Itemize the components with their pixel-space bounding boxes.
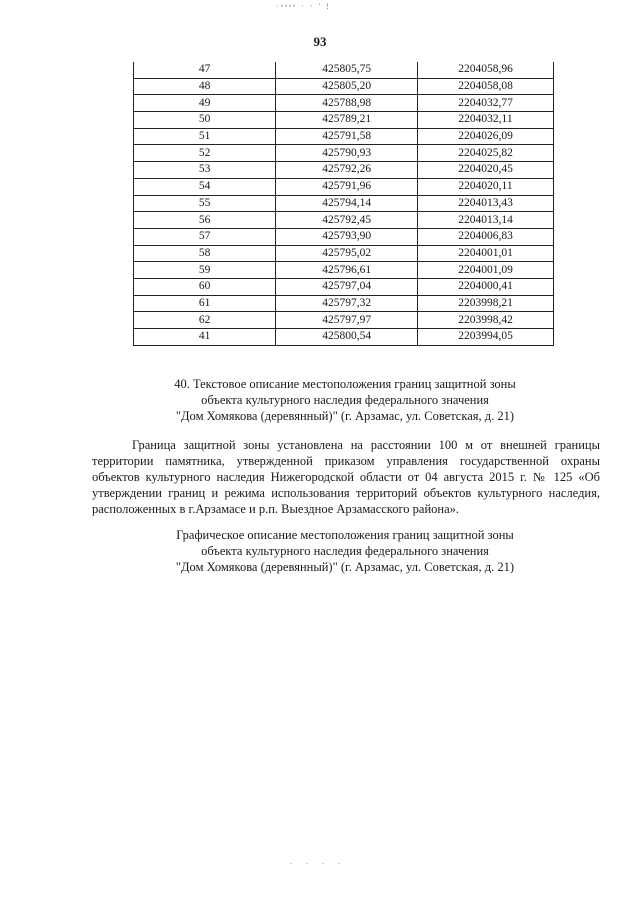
- heading-line: объекта культурного наследия федерального значения: [201, 544, 489, 558]
- boundary-paragraph: [92, 437, 600, 517]
- y-coordinate-cell: 2204000,41: [418, 278, 554, 295]
- point-number-cell: 58: [134, 245, 276, 262]
- paragraph-line: объектов культурного наследия Нижегородской области от 04 августа 2015 г. № 125 «Об: [92, 470, 600, 484]
- y-coordinate-cell: 2204032,11: [418, 112, 554, 129]
- table-row: [134, 78, 554, 95]
- x-coordinate-cell: 425790,93: [276, 145, 418, 162]
- point-number-cell: 53: [134, 162, 276, 179]
- x-coordinate-cell: 425794,14: [276, 195, 418, 212]
- y-coordinate-cell: 2204001,01: [418, 245, 554, 262]
- table-row: [134, 312, 554, 329]
- point-number-cell: 51: [134, 128, 276, 145]
- scan-artifact-top: ·ᵃᵃᵃᵉ · · ' !: [276, 2, 331, 11]
- table-row: [134, 245, 554, 262]
- point-number-cell: 47: [134, 62, 276, 78]
- x-coordinate-cell: 425797,04: [276, 278, 418, 295]
- table-row: [134, 329, 554, 346]
- x-coordinate-cell: 425792,45: [276, 212, 418, 229]
- y-coordinate-cell: 2203998,21: [418, 295, 554, 312]
- x-coordinate-cell: 425791,96: [276, 178, 418, 195]
- x-coordinate-cell: 425797,97: [276, 312, 418, 329]
- graphic-description-heading: [0, 527, 640, 575]
- x-coordinate-cell: 425792,26: [276, 162, 418, 179]
- y-coordinate-cell: 2204058,96: [418, 62, 554, 78]
- x-coordinate-cell: 425797,32: [276, 295, 418, 312]
- heading-line: "Дом Хомякова (деревянный)" (г. Арзамас, ул. Советская, д. 21): [175, 560, 515, 574]
- x-coordinate-cell: 425805,20: [276, 78, 418, 95]
- table-row: [134, 145, 554, 162]
- point-number-cell: 54: [134, 178, 276, 195]
- y-coordinate-cell: 2204025,82: [418, 145, 554, 162]
- x-coordinate-cell: 425788,98: [276, 95, 418, 112]
- y-coordinate-cell: 2204020,45: [418, 162, 554, 179]
- coordinates-table: [133, 62, 554, 346]
- point-number-cell: 60: [134, 278, 276, 295]
- heading-line: объекта культурного наследия федерального значения: [201, 393, 489, 407]
- x-coordinate-cell: 425800,54: [276, 329, 418, 346]
- x-coordinate-cell: 425791,58: [276, 128, 418, 145]
- x-coordinate-cell: 425793,90: [276, 228, 418, 245]
- paragraph-line: расположенных в г.Арзамасе и р.п. Выездное Арзамасского района».: [92, 502, 460, 516]
- point-number-cell: 57: [134, 228, 276, 245]
- scan-artifact-bottom: . . . .: [290, 857, 346, 866]
- point-number-cell: 52: [134, 145, 276, 162]
- table-row: [134, 128, 554, 145]
- x-coordinate-cell: 425796,61: [276, 262, 418, 279]
- table-row: [134, 212, 554, 229]
- table-row: [134, 195, 554, 212]
- heading-line: 40. Текстовое описание местоположения границ защитной зоны: [174, 377, 516, 391]
- text-description-heading: [0, 376, 640, 424]
- y-coordinate-cell: 2203998,42: [418, 312, 554, 329]
- point-number-cell: 56: [134, 212, 276, 229]
- point-number-cell: 41: [134, 329, 276, 346]
- table-row: [134, 178, 554, 195]
- y-coordinate-cell: 2204026,09: [418, 128, 554, 145]
- point-number-cell: 50: [134, 112, 276, 129]
- point-number-cell: 48: [134, 78, 276, 95]
- y-coordinate-cell: 2204013,14: [418, 212, 554, 229]
- point-number-cell: 55: [134, 195, 276, 212]
- table-row: [134, 112, 554, 129]
- heading-line: Графическое описание местоположения границ защитной зоны: [176, 528, 514, 542]
- y-coordinate-cell: 2204032,77: [418, 95, 554, 112]
- y-coordinate-cell: 2204001,09: [418, 262, 554, 279]
- point-number-cell: 62: [134, 312, 276, 329]
- y-coordinate-cell: 2204013,43: [418, 195, 554, 212]
- point-number-cell: 61: [134, 295, 276, 312]
- point-number-cell: 49: [134, 95, 276, 112]
- table-row: [134, 295, 554, 312]
- x-coordinate-cell: 425805,75: [276, 62, 418, 78]
- paragraph-line: утверждении границ и режима использования территорий объектов культурного наследия,: [92, 486, 600, 500]
- heading-line: "Дом Хомякова (деревянный)" (г. Арзамас, ул. Советская, д. 21): [175, 409, 515, 423]
- y-coordinate-cell: 2204058,08: [418, 78, 554, 95]
- table-row: [134, 262, 554, 279]
- table-row: [134, 95, 554, 112]
- y-coordinate-cell: 2204020,11: [418, 178, 554, 195]
- point-number-cell: 59: [134, 262, 276, 279]
- table-row: [134, 278, 554, 295]
- table-row: [134, 62, 554, 78]
- y-coordinate-cell: 2203994,05: [418, 329, 554, 346]
- page-number: 93: [313, 34, 327, 49]
- x-coordinate-cell: 425795,02: [276, 245, 418, 262]
- y-coordinate-cell: 2204006,83: [418, 228, 554, 245]
- x-coordinate-cell: 425789,21: [276, 112, 418, 129]
- paragraph-line: территории памятника, утвержденной приказом управления государственной охраны: [92, 454, 600, 468]
- table-row: [134, 162, 554, 179]
- table-row: [134, 228, 554, 245]
- paragraph-line: Граница защитной зоны установлена на расстоянии 100 м от внешней границы: [132, 438, 600, 452]
